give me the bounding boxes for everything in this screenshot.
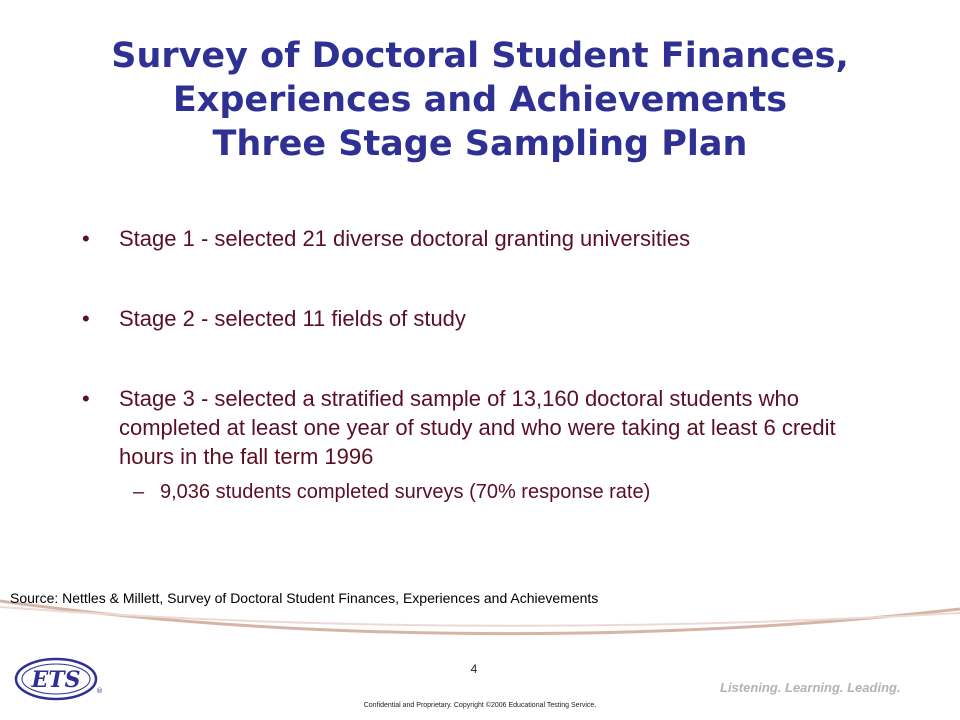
sub-bullet-item xyxy=(119,479,882,505)
bullet-item-stage-2 xyxy=(82,304,882,333)
bullet-list xyxy=(82,224,882,556)
source-citation: Source: Nettles & Millett, Survey of Doctoral Student Finances, Experiences and Achievements xyxy=(10,590,599,606)
sub-bullet-list xyxy=(119,479,882,505)
bullet-text: Stage 1 - selected 21 diverse doctoral granting universities xyxy=(119,226,691,251)
slide-title xyxy=(20,34,940,166)
title-line-3: Three Stage Sampling Plan xyxy=(212,124,748,164)
sub-bullet-marker: – xyxy=(133,481,145,503)
bullet-item-stage-3 xyxy=(82,384,882,505)
sub-bullet-text: 9,036 students completed surveys (70% response rate) xyxy=(160,481,651,503)
ets-logo xyxy=(12,653,104,705)
bullet-text: Stage 3 - selected a stratified sample of 13,160 doctoral students who completed at least one year of study and who were taking at least 6 credit hours in the fall term 1996 xyxy=(119,386,836,469)
bullet-marker: • xyxy=(82,386,90,411)
tagline: Listening. Learning. Leading. xyxy=(720,680,901,695)
copyright-notice: Confidential and Proprietary. Copyright ©2006 Educational Testing Service. xyxy=(363,702,597,709)
bullet-item-stage-1 xyxy=(82,224,882,253)
title-line-1: Survey of Doctoral Student Finances, xyxy=(111,36,849,76)
title-line-2: Experiences and Achievements xyxy=(172,80,788,120)
logo-text: ETS xyxy=(31,667,81,693)
bullet-marker: • xyxy=(82,226,90,251)
bullet-marker: • xyxy=(82,306,90,331)
svg-text:®: ® xyxy=(96,687,103,695)
bullet-text: Stage 2 - selected 11 fields of study xyxy=(119,306,466,331)
page-number: 4 xyxy=(470,662,478,676)
